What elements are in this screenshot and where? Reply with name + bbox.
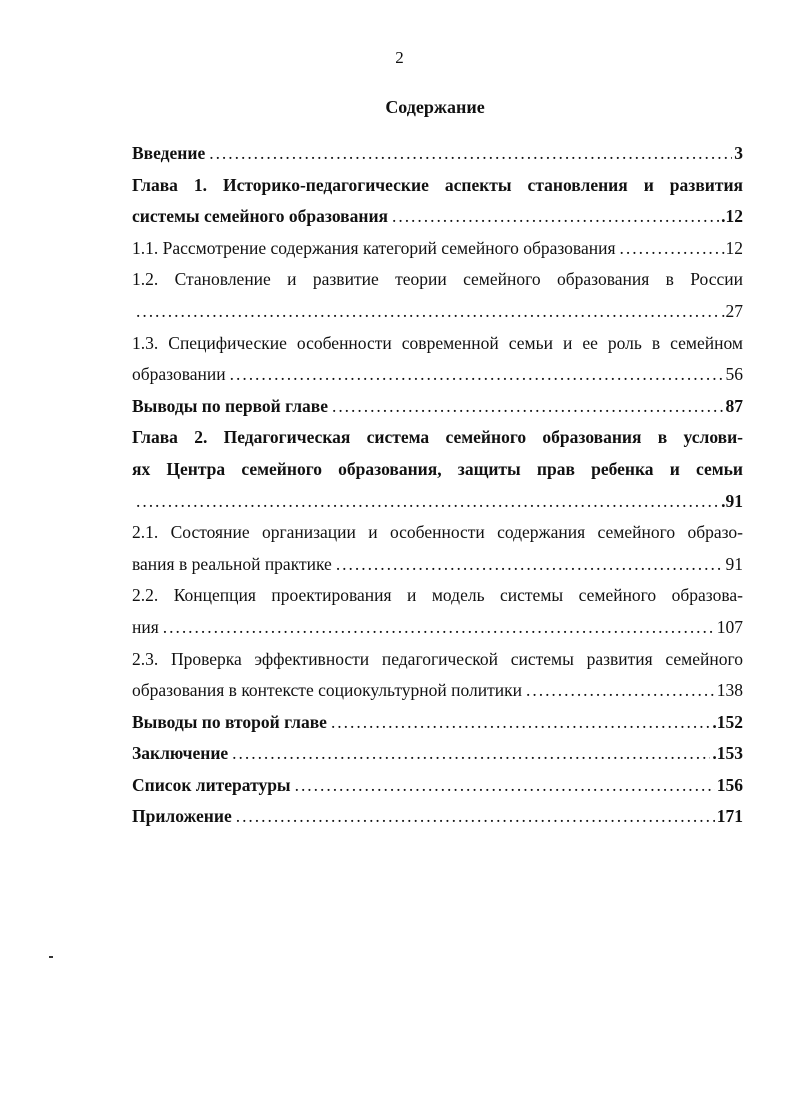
toc-entry-1-3[interactable] [132,359,743,391]
toc-entry-page: .27 [721,300,743,321]
toc-entry-page: 156 [716,774,743,795]
toc-entry-label: ния [132,616,159,637]
toc-entry-chapter-1[interactable] [132,201,743,233]
toc-entry-page: 3 [734,143,743,163]
toc-entry-chapter-2[interactable] [132,486,743,518]
dot-leader [230,359,724,391]
toc-entry-label: Выводы по второй главе [132,711,327,732]
toc-entry-chapter-2-line1[interactable]: Глава 2. Педагогическая система семейного образования в услови- [132,427,743,448]
toc-entry-1-1[interactable] [132,233,743,265]
toc-entry-label: Заключение [132,743,229,764]
dot-leader [136,486,719,518]
toc-entry-label: 1.1. Рассмотрение содержания категорий семейного образования [132,237,616,258]
toc-entry-page: 138 [716,680,743,701]
toc-entry-1-2[interactable] [132,296,743,328]
toc-entry-label: Выводы по первой главе [132,395,328,416]
toc-title: Содержание [385,97,485,117]
toc-entry-page: .153 [712,743,743,764]
toc-entry-appendix[interactable] [132,801,743,833]
toc-entry-2-1[interactable] [132,549,743,581]
toc-entry-chapter-1-line1[interactable]: Глава 1. Историко-педагогические аспекты становления и развития [132,174,743,195]
toc-entry-page: .152 [712,711,743,732]
toc-entry-label: вания в реальной практике [132,553,332,574]
toc-entry-conclusion[interactable] [132,738,743,770]
toc-entry-page: 87 [725,395,743,416]
table-of-contents [132,138,743,833]
toc-entry-page: 91 [725,553,743,574]
dot-leader [392,201,719,233]
dot-leader [295,770,715,802]
toc-entry-1-2-line1[interactable]: 1.2. Становление и развитие теории семейного образования в России [132,269,743,290]
toc-entry-1-3-line1[interactable]: 1.3. Специфические особенности современной семьи и ее роль в семейном [132,332,743,353]
dot-leader [336,549,724,581]
toc-entry-label: образования в контексте социокультурной политики [132,680,523,701]
dot-leader [331,707,710,739]
toc-entry-page: 107 [716,616,743,637]
toc-entry-references[interactable] [132,770,743,802]
toc-entry-conclusions-2[interactable] [132,707,743,739]
dot-leader [332,391,724,423]
toc-entry-page: .12 [721,237,743,258]
toc-entry-label: Список литературы [132,774,291,795]
dot-leader [620,233,720,265]
scan-mark [49,956,53,958]
toc-entry-page: 56 [725,364,743,385]
dot-leader [209,138,732,170]
toc-entry-2-3[interactable] [132,675,743,707]
dot-leader [163,612,715,644]
dot-leader [526,675,715,707]
toc-entry-label: Введение [132,143,206,163]
toc-entry-chapter-2-line2[interactable]: ях Центра семейного образования, защиты прав ребенка и семьи [132,458,743,479]
toc-entry-page: .91 [721,490,743,511]
toc-entry-page: .12 [721,206,743,227]
toc-entry-2-1-line1[interactable]: 2.1. Состояние организации и особенности содержания семейного образо- [132,522,743,543]
toc-entry-label: Приложение [132,806,232,827]
toc-entry-label: образовании [132,364,226,385]
toc-entry-2-3-line1[interactable]: 2.3. Проверка эффективности педагогической системы развития семейного [132,648,743,669]
toc-entry-introduction[interactable] [132,138,743,170]
dot-leader [232,738,710,770]
toc-entry-2-2-line1[interactable]: 2.2. Концепция проектирования и модель системы семейного образова- [132,585,743,606]
page-number: 2 [395,48,404,67]
toc-entry-label: системы семейного образования [132,206,388,227]
dot-leader [236,801,715,833]
toc-entry-page: 171 [716,806,743,827]
toc-entry-2-2[interactable] [132,612,743,644]
toc-entry-conclusions-1[interactable] [132,391,743,423]
dot-leader [136,296,719,328]
